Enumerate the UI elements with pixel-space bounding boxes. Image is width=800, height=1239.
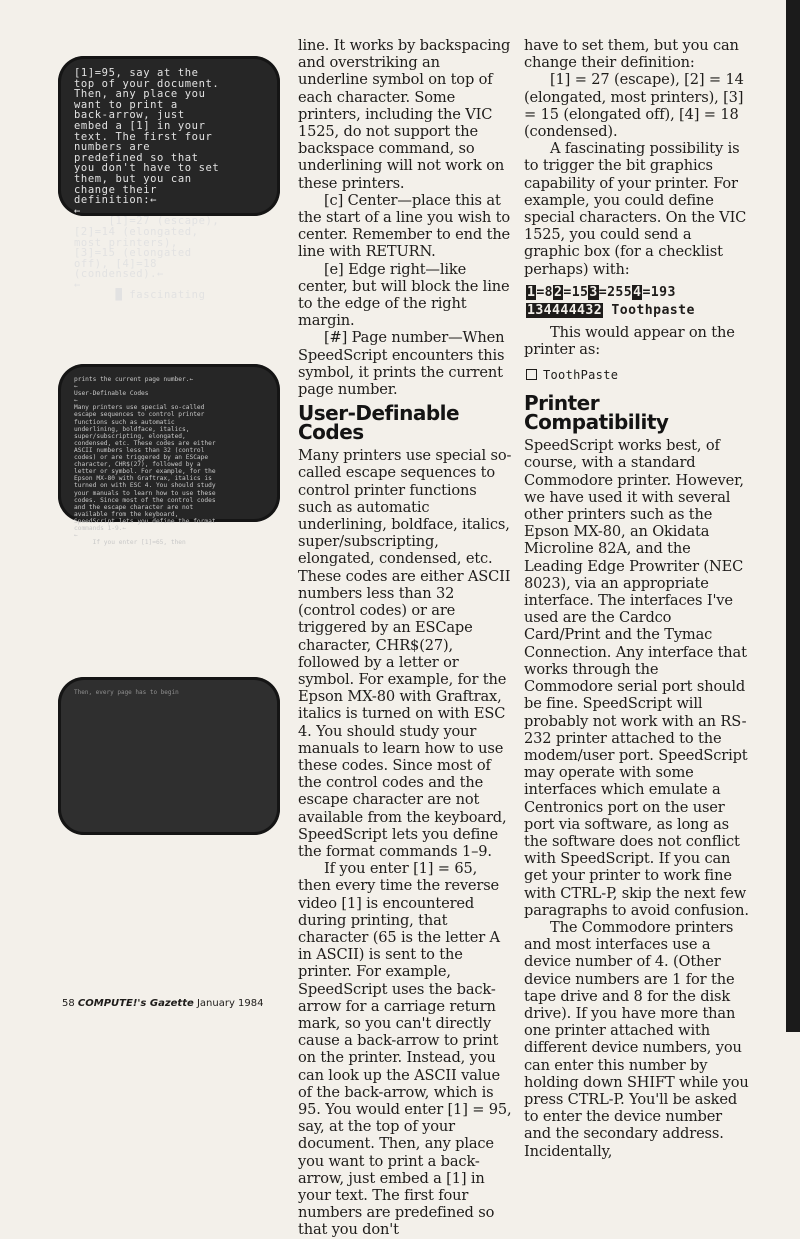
paragraph: line. It works by backspacing and overstriking an underline symbol on top of each character. Some printers, including the VIC 1525, do not support the backspace command, so underlining will not work on these printers. <box>298 37 511 192</box>
screen-line: SpeedScript lets you define the format <box>74 517 216 525</box>
screen-line: super/subscripting, elongated, <box>74 432 186 440</box>
screen-line: ← <box>74 397 78 405</box>
screen-line: ← <box>74 204 81 217</box>
screen-line: turned on with ESC 4. You should study <box>74 482 216 490</box>
paragraph: SpeedScript works best, of course, with a standard Commodore printer. However, we have used it with several other printers such as the Epson MX-80, an Okidata Microline 82A, and the Leading Edge Prowriter (NEC 8023), via an appropriate interface. The interfaces I've used are the Cardco Card/Print and the Tymac Connection. Any interface that works through the Commodore serial port should be fine. SpeedScript will probably not work with an RS-232 printer attached to the modem/user port. SpeedScript may operate with some interfaces which emulate a Centronics port on the user port via software, as long as the software does not conflict with SpeedScript. If you can get your printer to work fine with CTRL-P, skip the next few paragraphs to avoid confusion. <box>524 437 749 919</box>
screen-line: codes. Since most of the control codes <box>74 496 216 504</box>
screen-text-3 <box>74 689 266 825</box>
paragraph: The Commodore printers and most interfaces use a device number of 4. (Other device numbers are 1 for the tape drive and 8 for the disk drive). If you have more than one printer attached with different device numbers, you can enter this number by holding down SHIFT while you press CTRL-P. You'll be asked to enter the device number and the secondary address. Incidentally, <box>524 918 749 1160</box>
publication-name: COMPUTE!'s Gazette <box>77 998 194 1009</box>
screen-line: your manuals to learn how to use these <box>74 489 216 497</box>
screen-line: most printers), <box>74 236 178 249</box>
screen-line: commands 1-9.← <box>74 524 127 532</box>
screen-line: Epson MX-80 with Graftrax, italics is <box>74 475 212 483</box>
screen-line: █ fascinating <box>74 289 206 302</box>
screen-line: [3]=15 (elongated <box>74 247 192 260</box>
page-footer <box>62 998 264 1009</box>
screen-line: codes) or are triggered by an ESCape <box>74 454 209 462</box>
screen-line: Many printers use special so-called <box>74 404 205 412</box>
issue-date: January 1984 <box>196 998 264 1009</box>
screen-line: available from the keyboard, <box>74 510 179 518</box>
screen-line: Then, every page has to begin <box>74 689 179 696</box>
paragraph: This would appear on the printer as: <box>524 323 735 359</box>
screen-line: numbers are <box>74 141 151 154</box>
code-line-example: 134444432 Toothpaste <box>527 302 695 318</box>
paragraph: Many printers use special so-called escape sequences to control printer functions such as automatic underlining, boldface, italics, super/subscripting, elongated, condensed, etc. These codes are either ASCII numbers less than 32 (control codes) or are triggered by an ESCape character, CHR$(27), followed by a letter or symbol. For example, for the Epson MX-80 with Graftrax, italics is turned on with ESC 4. You should study your manuals to learn how to use these codes. Since most of the control codes and the escape character are not available from the keyboard, SpeedScript lets you define the format commands 1–9. <box>298 447 512 860</box>
screen-line: off), [4]=18 <box>74 257 158 270</box>
screen-line: Then, any place you <box>74 88 206 101</box>
screen-line: [2]=14 (elongated, <box>74 225 199 238</box>
screen-line: ← <box>74 532 78 540</box>
paragraph: [#] Page number—When SpeedScript encounters this symbol, it prints the current page number. <box>298 329 505 399</box>
screen-line: you don't have to set <box>74 162 220 175</box>
screen-line: escape sequences to control printer <box>74 411 205 419</box>
screen-line: condensed, etc. These codes are either <box>74 439 216 447</box>
screen-line: top of your document. <box>74 77 220 90</box>
page-number: 58 <box>62 998 75 1009</box>
screen-line: [1]=27 (escape), <box>74 215 220 228</box>
screen-line: prints the current page number.← <box>74 376 194 383</box>
screenshot-photo-1 <box>58 56 280 302</box>
paragraph: have to set them, but you can change their definition: <box>524 37 739 72</box>
screen-line: letter or symbol. For example, for the <box>74 468 216 476</box>
screen-line: back-arrow, just <box>74 109 185 122</box>
paragraph: [1] = 27 (escape), [2] = 14 (elongated, most printers), [3] = 15 (elongated off), [4] = 18 (condensed). <box>524 71 744 141</box>
paragraph: [e] Edge right—like center, but will block the line to the edge of the right margin. <box>298 260 510 330</box>
screen-text-1 <box>74 67 266 302</box>
screen-line: embed a [1] in your <box>74 119 206 132</box>
screen-line: character, CHR$(27), followed by a <box>74 461 201 469</box>
text-column-right <box>524 37 750 1160</box>
screen-line: text. The first four <box>74 130 213 143</box>
section-heading-printer-compatibility: Printer Compatibility <box>524 391 669 435</box>
paragraph: A fascinating possibility is to trigger the bit graphics capability of your printer. For example, you could define special characters. On the VIC 1525, you could send a graphic box (for a checklist perhaps) with: <box>524 140 747 278</box>
screen-line: change their <box>74 183 158 196</box>
screen-line: underlining, boldface, italics, <box>74 425 190 433</box>
screen-line: and the escape character are not <box>74 503 194 511</box>
printed-output-sample: ToothPaste <box>526 368 750 382</box>
screen-line: If you enter [1]=65, then <box>74 539 186 547</box>
paragraph: If you enter [1] = 65, then every time the reverse video [1] is encountered during printing, that character (65 is the letter A in ASCII) is sent to the printer. For example, SpeedScript uses the back-arrow for a carriage return mark, so you can't directly cause a back-arrow to print on the printer. Instead, you can look up the ASCII value of the back-arrow, which is 95. You would enter [1] = 95, say, at the top of your document. Then, any place you want to print a back-arrow, just embed a [1] in your text. The first four numbers are predefined so that you don't <box>298 860 512 1239</box>
screen-line: them, but you can <box>74 172 192 185</box>
screen-line: [1]=95, say at the <box>74 67 199 79</box>
screen-line: User-Definable Codes <box>74 390 149 398</box>
screen-line: ← <box>74 278 81 291</box>
screenshot-photo-2 <box>58 364 280 547</box>
code-line-definitions: 1=82=153=2554=193 <box>527 284 676 300</box>
section-heading-user-definable-codes: User-Definable Codes <box>298 401 460 445</box>
screen-line: want to print a <box>74 98 178 111</box>
page-edge-shadow <box>786 0 800 1032</box>
paragraph: [c] Center—place this at the start of a line you wish to center. Remember to end the line with RETURN. <box>298 191 511 261</box>
checkbox-glyph-icon <box>526 369 537 380</box>
screen-line: definition:← <box>74 194 158 207</box>
screen-line: functions such as automatic <box>74 418 175 426</box>
text-column-middle <box>298 37 514 1239</box>
screen-line: ASCII numbers less than 32 (control <box>74 446 205 454</box>
screen-line: (condensed).← <box>74 268 164 281</box>
screen-text-2 <box>74 376 266 547</box>
screen-line: ← <box>74 383 78 391</box>
screenshot-photo-3 <box>58 677 280 835</box>
screen-line: predefined so that <box>74 151 199 164</box>
